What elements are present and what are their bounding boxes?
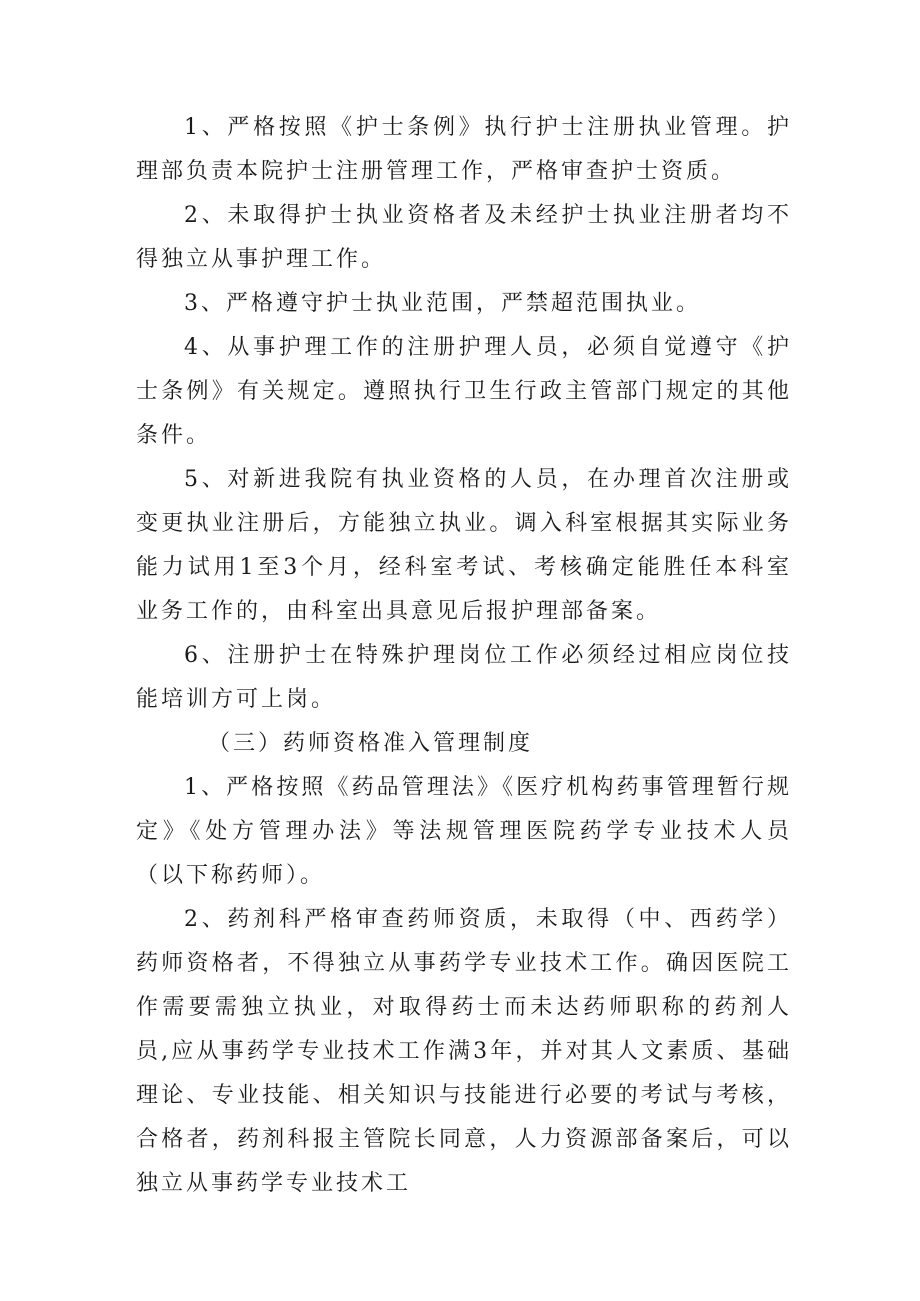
paragraph-nurse-5: 5、对新进我院有执业资格的人员，在办理首次注册或变更执业注册后，方能独立执业。调入科室根据其实际业务能力试用1至3个月，经科室考试、考核确定能胜任本科室业务工作的，由科室出具意见后报护理部备案。: [136, 467, 792, 624]
paragraph-nurse-1: 1、严格按照《护士条例》执行护士注册执业管理。护理部负责本院护士注册管理工作，严格审查护士资质。: [136, 115, 792, 184]
paragraph-nurse-4: 4、从事护理工作的注册护理人员，必须自觉遵守《护士条例》有关规定。遵照执行卫生行政主管部门规定的其他条件。: [136, 335, 792, 448]
section-heading: （三）药师资格准入管理制度: [208, 731, 534, 756]
paragraph-nurse-2: 2、未取得护士执业资格者及未经护士执业注册者均不得独立从事护理工作。: [136, 203, 792, 272]
paragraph-pharmacist-2: 2、药剂科严格审查药师资质，未取得（中、西药学）药师资格者，不得独立从事药学专业技术工作。确因医院工作需要需独立执业，对取得药士而未达药师职称的药剂人员,应从事药学专业技术工作满3年，并对其人文素质、基础理论、专业技能、相关知识与技能进行必要的考试与考核，合格者，药剂科报主管院长同意，人力资源部备案后，可以独立从事药学专业技术工: [136, 907, 792, 1196]
paragraph-nurse-3: 3、严格遵守护士执业范围，严禁超范围执业。: [184, 291, 701, 316]
document-body: [136, 106, 792, 1206]
paragraph-nurse-6: 6、注册护士在特殊护理岗位工作必须经过相应岗位技能培训方可上岗。: [136, 643, 792, 712]
paragraph-pharmacist-1: 1、严格按照《药品管理法》《医疗机构药事管理暂行规定》《处方管理办法》等法规管理医院药学专业技术人员（以下称药师）。: [136, 775, 792, 888]
